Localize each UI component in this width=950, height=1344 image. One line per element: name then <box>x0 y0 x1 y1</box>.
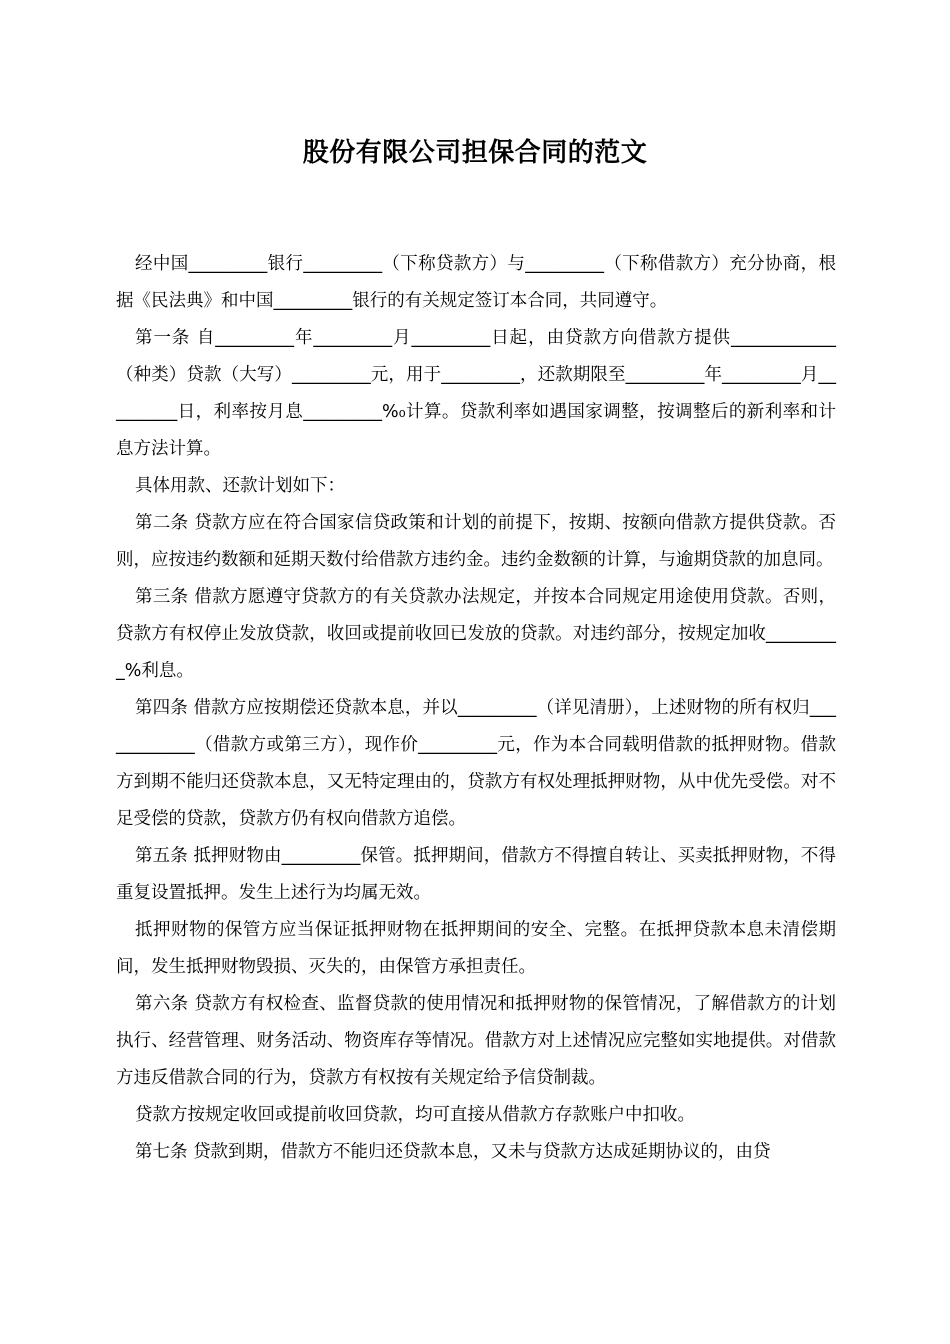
paragraph-deduction: 贷款方按规定收回或提前收回贷款，均可直接从借款方存款账户中扣收。 <box>135 1105 695 1125</box>
paragraph-custody: 抵押财物的保管方应当保证抵押财物在抵押期间的安全、完整。在抵押贷款本息未清偿期间，发生抵押财物毁损、灭失的，由保管方承担责任。 <box>116 920 836 977</box>
paragraph-plan-intro: 具体用款、还款计划如下： <box>135 476 345 496</box>
paragraph-preamble: 经中国_________银行_________（下称贷款方）与_________（下称借款方）充分协商，根据《民法典》和中国_________银行的有关规定签订本合同，共同遵守。 <box>116 254 836 311</box>
paragraph-article-2: 第二条 贷款方应在符合国家信贷政策和计划的前提下，按期、按额向借款方提供贷款。否则，应按违约数额和延期天数付给借款方违约金。违约金数额的计算，与逾期贷款的加息同。 <box>116 513 836 570</box>
paragraph-article-5: 第五条 抵押财物由_________保管。抵押期间，借款方不得擅自转让、买卖抵押财物，不得重复设置抵押。发生上述行为均属无效。 <box>116 846 836 903</box>
page-title: 股份有限公司担保合同的范文 <box>302 138 648 168</box>
paragraph-article-6: 第六条 贷款方有权检查、监督贷款的使用情况和抵押财物的保管情况，了解借款方的计划执行、经营管理、财务活动、物资库存等情况。借款方对上述情况应完整如实地提供。对借款方违反借款合同的行为，贷款方有权按有关规定给予信贷制裁。 <box>116 994 836 1088</box>
paragraph-article-4: 第四条 借款方应按期偿还贷款本息，并以_________（详见清册），上述财物的所有权归____________（借款方或第三方），现作价_________元，作为本合同载明借款的抵押财物。借款方到期不能归还贷款本息，又无特定理由的，贷款方有权处理抵押财物，从中优先受偿。对不足受偿的贷款，贷款方仍有权向借款方追偿。 <box>116 698 836 829</box>
paragraph-article-3: 第三条 借款方愿遵守贷款方的有关贷款办法规定，并按本合同规定用途使用贷款。否则，贷款方有权停止发放贷款，收回或提前收回已发放的贷款。对违约部分，按规定加收_________%利息。 <box>116 587 836 681</box>
paragraph-article-1: 第一条 自_________年_________月_________日起，由贷款方向借款方提供____________（种类）贷款（大写）_________元，用于_________，还款期限至_________年_________月_________日，利率按月息_________%₀计算。贷款利率如遇国家调整，按调整后的新利率和计息方法计算。 <box>116 328 836 459</box>
paragraph-article-7: 第七条 贷款到期，借款方不能归还贷款本息，又未与贷款方达成延期协议的，由贷 <box>135 1142 771 1162</box>
document-body <box>116 246 836 1171</box>
